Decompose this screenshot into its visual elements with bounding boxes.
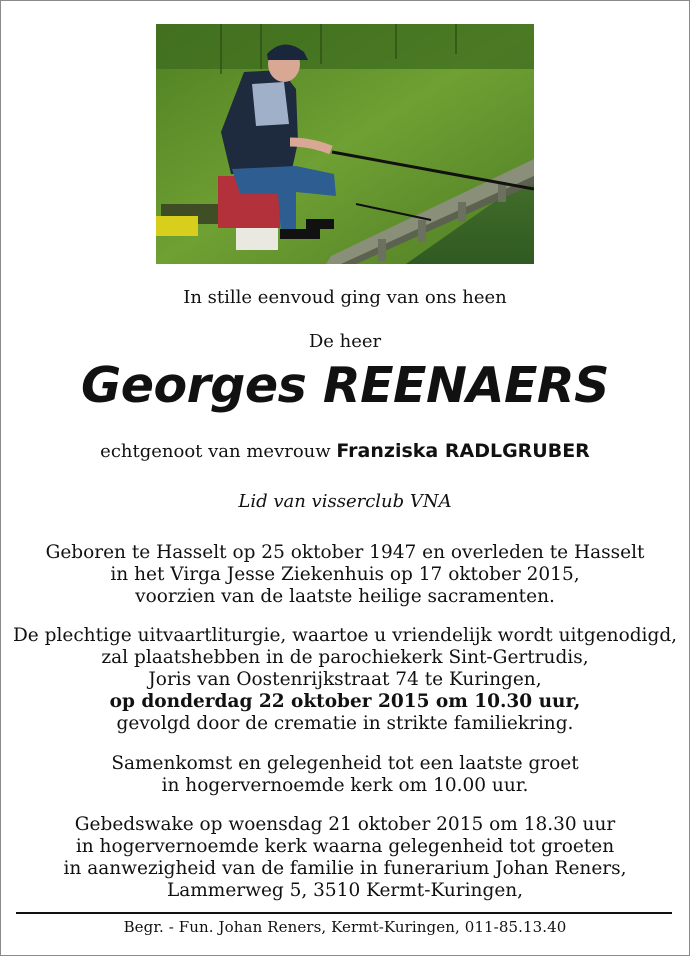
paragraph-line: voorzien van de laatste heilige sacramenten. [135, 586, 555, 607]
spouse-line [0, 440, 690, 462]
paragraph-line: Joris van Oostenrijkstraat 74 te Kuringen, [148, 669, 542, 690]
funeral-date: op donderdag 22 oktober 2015 om 10.30 uur, [109, 691, 581, 712]
deceased-name: Georges REENAERS [81, 357, 609, 414]
paragraph-line: Geboren te Hasselt op 25 oktober 1947 en overleden te Hasselt [45, 542, 645, 563]
funeral-paragraph [0, 625, 690, 735]
paragraph-line: in hogervernoemde kerk om 10.00 uur. [161, 775, 529, 796]
paragraph-line: gevolgd door de crematie in strikte familiekring. [116, 713, 574, 734]
paragraph-line: in aanwezigheid van de familie in funerarium Johan Reners, [63, 858, 627, 879]
paragraph-line: in hogervernoemde kerk waarna gelegenheid tot groeten [75, 836, 615, 857]
paragraph-line: Gebedswake op woensdag 21 oktober 2015 om 18.30 uur [74, 814, 616, 835]
paragraph-line: De plechtige uitvaartliturgie, waartoe u vriendelijk wordt uitgenodigd, [12, 625, 678, 646]
fisherman-picture [156, 24, 534, 264]
funeral-home-footer: Begr. - Fun. Johan Reners, Kermt-Kuringen, 011-85.13.40 [123, 918, 567, 936]
spouse-name: Franziska RADLGRUBER [336, 440, 590, 462]
portrait-photo [156, 24, 534, 264]
honorific: De heer [308, 331, 382, 352]
footer-divider [16, 912, 672, 914]
intro-text: In stille eenvoud ging van ons heen [183, 287, 507, 308]
gathering-paragraph [0, 753, 690, 797]
club-membership: Lid van visserclub VNA [238, 491, 452, 512]
paragraph-line: Lammerweg 5, 3510 Kermt-Kuringen, [166, 880, 524, 901]
paragraph-line: zal plaatshebben in de parochiekerk Sint-Gertrudis, [101, 647, 589, 668]
spouse-prefix: echtgenoot van mevrouw [100, 441, 331, 462]
paragraph-line: in het Virga Jesse Ziekenhuis op 17 oktober 2015, [110, 564, 580, 585]
paragraph-line: Samenkomst en gelegenheid tot een laatste groet [111, 753, 579, 774]
wake-paragraph [0, 814, 690, 902]
birth-death-paragraph [0, 542, 690, 608]
